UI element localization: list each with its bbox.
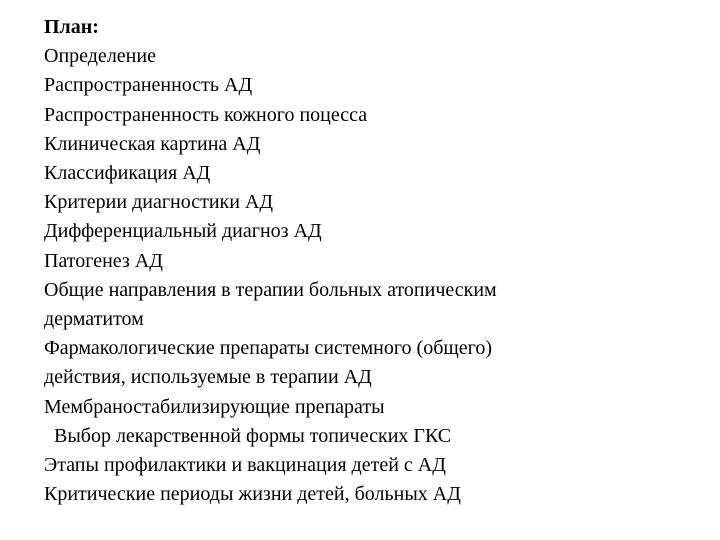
plan-line-definition: Определение [44, 45, 156, 68]
plan-line-prevention-vaccination: Этапы профилактики и вакцинация детей с АД [44, 454, 446, 477]
plan-title: План: [44, 16, 99, 38]
plan-line-therapy-directions-cont: дерматитом [44, 308, 144, 331]
plan-line-diagnostic-criteria: Критерии диагностики АД [44, 191, 274, 214]
plan-line-pathogenesis: Патогенез АД [44, 249, 163, 272]
plan-line-prevalence-skin: Распространенность кожного поцесса [44, 103, 368, 126]
plan-line-differential-diagnosis: Дифференциальный диагноз АД [44, 220, 322, 243]
plan-line-classification: Классификация АД [44, 162, 211, 185]
plan-line-pharmacological: Фармакологические препараты системного (общего) [44, 337, 493, 360]
plan-line-therapy-directions: Общие направления в терапии больных атопическим [44, 278, 497, 301]
plan-line-topical-gcs: Выбор лекарственной формы топических ГКС [44, 424, 452, 447]
plan-content [44, 13, 684, 509]
plan-line-critical-periods: Критические периоды жизни детей, больных АД [44, 483, 461, 506]
plan-line-pharmacological-cont: действия, используемые в терапии АД [44, 366, 372, 389]
plan-line-prevalence-ad: Распространенность АД [44, 74, 253, 97]
plan-line-membrane-stabilizing: Мембраностабилизирующие препараты [44, 395, 385, 418]
plan-line-clinical-picture: Клиническая картина АД [44, 132, 261, 155]
